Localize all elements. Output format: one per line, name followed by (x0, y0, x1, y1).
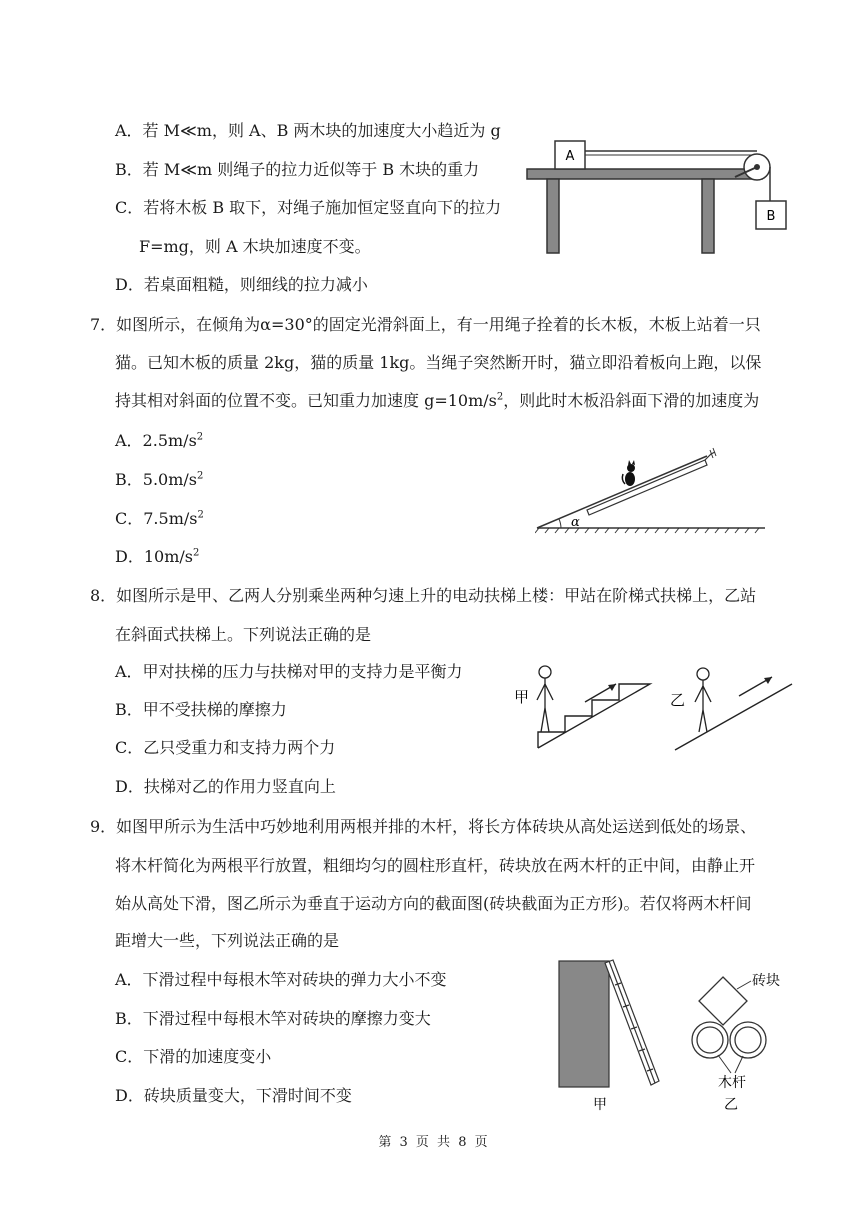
q9-option-d: D．砖块质量变大，下滑时间不变 (115, 1086, 352, 1105)
block-b-label: B (766, 209, 776, 224)
q7-stem-line-2: 猫。已知木板的质量 2kg，猫的质量 1kg。当绳子突然断开时，猫立即沿着板向上跑，以保 (115, 353, 762, 372)
q6-option-d: D．若桌面粗糙，则细线的拉力减小 (115, 275, 368, 294)
q9-stem-line-3: 始从高处下滑，图乙所示为垂直于运动方向的截面图(砖块截面为正方形)。若仅将两木杆间 (115, 894, 752, 913)
person-yi-icon (695, 668, 711, 732)
q6-option-c: C．若将木板 B 取下，对绳子施加恒定竖直向下的拉力 (115, 198, 502, 217)
q9-stem-line-2: 将木杆简化为两根平行放置，粗细均匀的圆柱形直杆，砖块放在两木杆的正中间，由静止开 (115, 856, 756, 875)
q6-table-pulley-figure (525, 135, 795, 260)
pole-label: 木杆 (718, 1075, 746, 1091)
page-footer: 第 3 页 共 8 页 (378, 1135, 490, 1150)
q8-escalator-figure (510, 660, 795, 755)
q8-option-b: B．甲不受扶梯的摩擦力 (115, 700, 287, 719)
q7-option-b: B．$5.0m/s^2$ (115, 470, 204, 489)
angle-alpha-label: α (571, 515, 580, 530)
fig-jia-label: 甲 (593, 1097, 607, 1113)
q8-option-c: C．乙只受重力和支持力两个力 (115, 738, 336, 757)
q7-option-d: D．$10m/s^2$ (115, 547, 200, 566)
q7-option-c: C．$7.5m/s^2$ (115, 509, 204, 528)
person-jia-icon (537, 666, 553, 732)
q8-option-a: A．甲对扶梯的压力与扶梯对甲的支持力是平衡力 (115, 662, 463, 681)
q7-option-a: A．$2.5m/s^2$ (115, 431, 204, 450)
q9-stem-line-1: 9．如图甲所示为生活中巧妙地利用两根并排的木杆，将长方体砖块从高处运送到低处的场景、 (90, 817, 757, 836)
q9-brick-pole-figure (555, 955, 795, 1115)
q8-option-d: D．扶梯对乙的作用力竖直向上 (115, 777, 336, 796)
person-jia-label: 甲 (514, 688, 530, 706)
block-a-label: A (565, 149, 575, 164)
fig-yi-label: 乙 (724, 1097, 738, 1113)
cat-icon (622, 460, 635, 486)
q6-option-b: B．若 M≪m 则绳子的拉力近似等于 B 木块的重力 (115, 160, 480, 179)
q8-stem-line-2: 在斜面式扶梯上。下列说法正确的是 (115, 625, 372, 644)
person-yi-label: 乙 (670, 691, 686, 709)
brick-label: 砖块 (752, 973, 780, 989)
q7-stem-line-3: 持其相对斜面的位置不变。已知重力加速度 $g=10m/s^2$，则此时木板沿斜面下滑的加速度为 (115, 391, 760, 410)
q9-option-a: A．下滑过程中每根木竿对砖块的弹力大小不变 (115, 970, 447, 989)
q9-option-b: B．下滑过程中每根木竿对砖块的摩擦力变大 (115, 1009, 431, 1028)
q6-option-a: A．若 M≪m，则 A、B 两木块的加速度大小趋近为 g (115, 121, 501, 140)
q7-incline-cat-figure (535, 440, 770, 535)
q8-stem-line-1: 8．如图所示是甲、乙两人分别乘坐两种匀速上升的电动扶梯上楼：甲站在阶梯式扶梯上，乙站 (90, 586, 757, 605)
q9-option-c: C．下滑的加速度变小 (115, 1047, 272, 1066)
q7-stem-line-1: 7．如图所示，在倾角为α=30°的固定光滑斜面上，有一用绳子拴着的长木板，木板上站着一只 (90, 315, 761, 334)
q6-option-c-cont: F=mg，则 A 木块加速度不变。 (139, 237, 371, 256)
q9-stem-line-4: 距增大一些，下列说法正确的是 (115, 931, 340, 950)
